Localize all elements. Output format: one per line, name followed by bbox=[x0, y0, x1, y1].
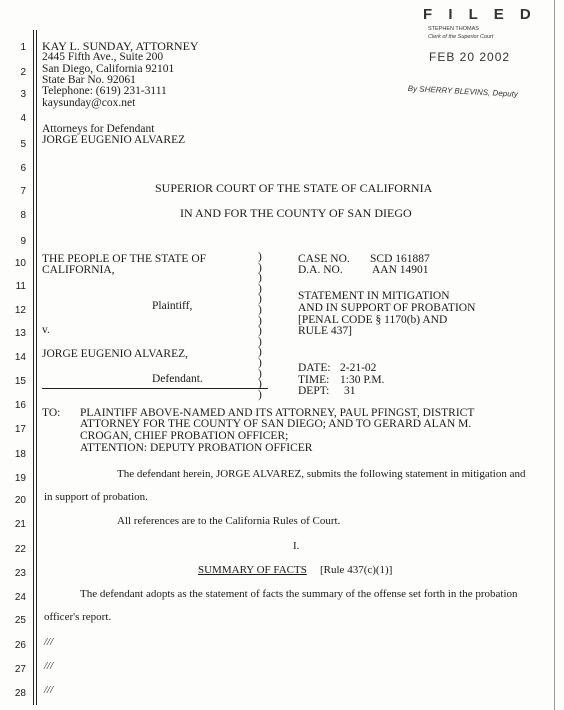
stamp-clerk-title: Clerk of the Superior Court bbox=[428, 34, 494, 40]
line-number: 17 bbox=[14, 424, 26, 435]
continuation-marker-1: /// bbox=[44, 636, 54, 648]
line-number: 9 bbox=[20, 236, 26, 247]
attorney-name: KAY L. SUNDAY, ATTORNEY bbox=[42, 39, 199, 53]
line-number: 2 bbox=[20, 67, 26, 78]
line-number: 20 bbox=[14, 495, 26, 506]
line-number: 6 bbox=[20, 163, 26, 174]
hearing-date-label: DATE: bbox=[298, 362, 331, 374]
line-number: 15 bbox=[14, 376, 26, 387]
body-paragraph3-line1: The defendant adopts as the statement of facts the summary of the offense set forth in the probation bbox=[80, 588, 518, 600]
line-number: 23 bbox=[14, 568, 26, 579]
caption-defendant-name: JORGE EUGENIO ALVAREZ, bbox=[42, 348, 188, 360]
caption-underline bbox=[42, 388, 268, 389]
body-paragraph1-line2: in support of probation. bbox=[44, 491, 148, 503]
hearing-time: 1:30 P.M. bbox=[340, 374, 385, 386]
court-title-line1: SUPERIOR COURT OF THE STATE OF CALIFORNIA bbox=[155, 181, 433, 195]
line-number: 13 bbox=[14, 328, 26, 339]
line-number: 25 bbox=[14, 615, 26, 626]
caption-plaintiff-line2: CALIFORNIA, bbox=[42, 264, 115, 276]
body-paragraph1-line1: The defendant herein, JORGE ALVAREZ, submits the following statement in mitigation and bbox=[117, 468, 526, 480]
attorney-phone: Telephone: (619) 231-3111 bbox=[42, 85, 167, 97]
line-number: 27 bbox=[14, 664, 26, 675]
to-line2: ATTORNEY FOR THE COUNTY OF SAN DIEGO; AND TO GERARD ALAN M. bbox=[80, 418, 472, 430]
stamp-deputy: By SHERRY BLEVINS, Deputy bbox=[407, 84, 519, 99]
case-number-label: CASE NO. bbox=[298, 253, 350, 265]
da-number: AAN 14901 bbox=[372, 264, 429, 276]
line-number: 22 bbox=[14, 544, 26, 555]
attorney-bar-number: State Bar No. 92061 bbox=[42, 74, 136, 86]
line-number: 10 bbox=[14, 258, 26, 269]
right-margin-rule bbox=[554, 0, 555, 710]
line-number: 4 bbox=[20, 113, 26, 124]
line-number: 7 bbox=[20, 186, 26, 197]
caption-versus: v. bbox=[42, 324, 50, 336]
court-title-line2: IN AND FOR THE COUNTY OF SAN DIEGO bbox=[180, 206, 412, 220]
attorney-address2: San Diego, California 92101 bbox=[42, 63, 175, 75]
section-heading: SUMMARY OF FACTS bbox=[198, 564, 307, 576]
line-number: 16 bbox=[14, 400, 26, 411]
left-margin-rule-inner bbox=[36, 30, 37, 705]
line-number: 11 bbox=[15, 281, 26, 292]
document-title-line3: [PENAL CODE § 1170(b) AND bbox=[298, 314, 448, 326]
body-paragraph3-line2: officer's report. bbox=[44, 611, 112, 623]
caption-defendant-label: Defendant. bbox=[152, 373, 203, 385]
line-number: 18 bbox=[14, 449, 26, 460]
continuation-marker-3: /// bbox=[44, 684, 54, 696]
section-heading-reference: [Rule 437(c)(1)] bbox=[320, 564, 393, 576]
stamp-date: FEB 20 2002 bbox=[429, 50, 511, 64]
line-number: 28 bbox=[14, 688, 26, 699]
document-title-line1: STATEMENT IN MITIGATION bbox=[298, 290, 450, 302]
hearing-time-label: TIME: bbox=[298, 374, 330, 386]
case-number: SCD 161887 bbox=[370, 253, 430, 265]
line-number: 14 bbox=[14, 352, 26, 363]
body-paragraph2: All references are to the California Rules of Court. bbox=[117, 515, 341, 527]
attorney-email: kaysunday@cox.net bbox=[42, 97, 136, 109]
to-label: TO: bbox=[42, 407, 61, 419]
line-number: 19 bbox=[14, 473, 26, 484]
line-number: 3 bbox=[20, 89, 26, 100]
filed-stamp bbox=[407, 6, 555, 99]
caption-plaintiff-label: Plaintiff, bbox=[152, 300, 193, 312]
caption-plaintiff-line1: THE PEOPLE OF THE STATE OF bbox=[42, 253, 207, 265]
hearing-dept: 31 bbox=[344, 385, 356, 397]
hearing-date: 2-21-02 bbox=[340, 362, 377, 374]
line-number: 5 bbox=[20, 139, 26, 150]
line-number: 26 bbox=[14, 640, 26, 651]
line-number: 21 bbox=[14, 519, 26, 530]
attorney-client: JORGE EUGENIO ALVAREZ bbox=[42, 134, 186, 146]
to-line3: CROGAN, CHIEF PROBATION OFFICER; bbox=[80, 430, 289, 442]
to-line1: PLAINTIFF ABOVE-NAMED AND ITS ATTORNEY, PAUL PFINGST, DISTRICT bbox=[80, 407, 475, 419]
left-margin-rule-outer bbox=[33, 30, 34, 705]
hearing-dept-label: DEPT: bbox=[298, 385, 330, 397]
line-number: 1 bbox=[20, 42, 26, 53]
continuation-marker-2: /// bbox=[44, 660, 54, 672]
to-line4: ATTENTION: DEPUTY PROBATION OFFICER bbox=[80, 442, 313, 454]
caption-bracket: ) ) ) ) ) ) ) ) ) ) ) ) ) ) bbox=[258, 251, 262, 401]
line-number: 24 bbox=[14, 592, 26, 603]
document-title-line2: AND IN SUPPORT OF PROBATION bbox=[298, 302, 476, 314]
stamp-clerk-name: STEPHEN THOMAS bbox=[428, 26, 479, 32]
line-number: 12 bbox=[14, 305, 26, 316]
attorney-for: Attorneys for Defendant bbox=[42, 123, 155, 135]
document-title-line4: RULE 437] bbox=[298, 325, 352, 337]
section-number: I. bbox=[293, 540, 300, 552]
stamp-filed-text: F I L E D bbox=[423, 6, 537, 23]
da-number-label: D.A. NO. bbox=[298, 264, 343, 276]
attorney-address1: 2445 Fifth Ave., Suite 200 bbox=[42, 51, 164, 63]
line-number: 8 bbox=[20, 210, 26, 221]
